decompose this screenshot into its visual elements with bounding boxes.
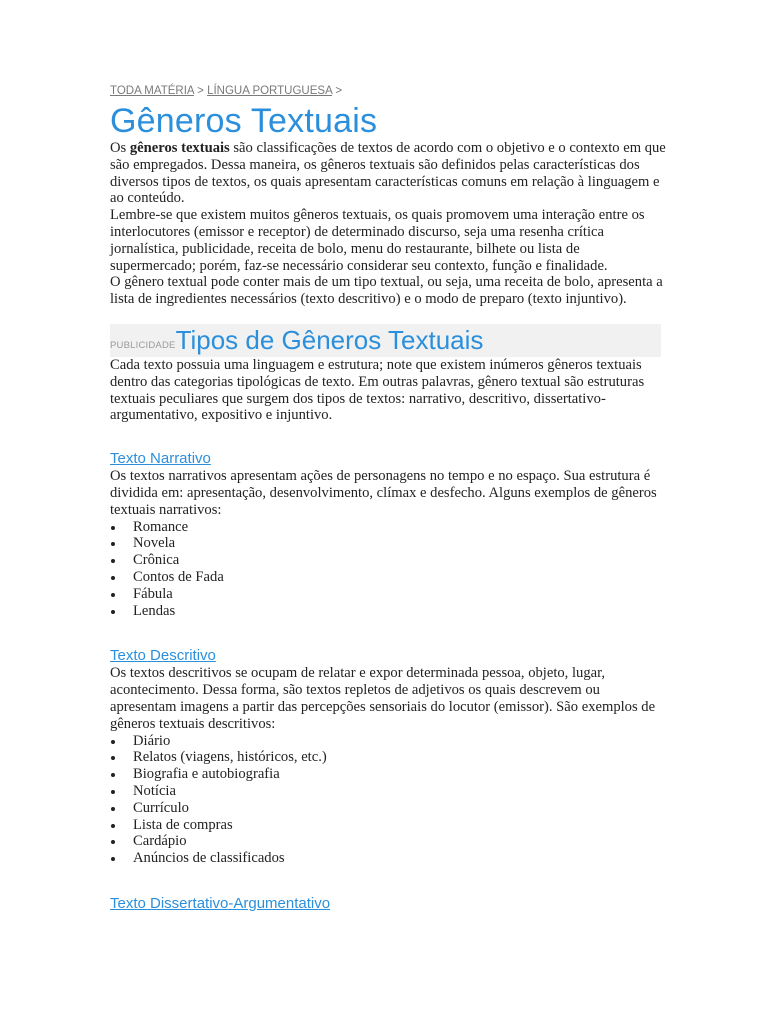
intro-paragraph-1 — [110, 140, 668, 207]
breadcrumb-separator: > — [197, 85, 204, 97]
intro-rest: são classificações de textos de acordo com o objetivo e o contexto em que são empregados. Dessa maneira, os gêneros textuais são definidos pelas características dos diversos tipos de textos, os quais apresentam características comuns em relação à linguagem e ao conteúdo. — [110, 140, 666, 207]
list-item: Fábula — [110, 586, 668, 603]
breadcrumb-separator: > — [335, 85, 343, 97]
breadcrumb — [110, 84, 668, 98]
list-item: Novela — [110, 535, 668, 552]
intro-paragraph-2: Lembre-se que existem muitos gêneros textuais, os quais promovem uma interação entre os interlocutores (emissor e receptor) de determinado discurso, seja uma resenha crítica jornalística, publicidade, receita de bolo, menu do restaurante, bilhete ou lista de supermercado; porém, faz-se necessário considerar seu contexto, função e finalidade. — [110, 207, 645, 274]
narrativo-paragraph: Os textos narrativos apresentam ações de personagens no tempo e no espaço. Sua estrutura é dividida em: apresentação, desenvolvimento, clímax e desfecho. Alguns exemplos de gêneros textuais narrativos: — [110, 468, 657, 518]
descritivo-list — [110, 733, 668, 867]
list-item: Anúncios de classificados — [110, 850, 668, 867]
descritivo-paragraph: Os textos descritivos se ocupam de relatar e expor determinada pessoa, objeto, lugar, acontecimento. Dessa forma, são textos repletos de adjetivos os quais descrevem ou apresentam imagens a partir das percepções sensoriais do locutor (emissor). São exemplos de gêneros textuais descritivos: — [110, 665, 656, 732]
advertisement-bar — [110, 324, 661, 357]
list-item: Relatos (viagens, históricos, etc.) — [110, 749, 668, 766]
list-item: Currículo — [110, 800, 668, 817]
ad-label: PUBLICIDADE — [110, 339, 176, 351]
list-item: Lendas — [110, 603, 668, 620]
list-item: Notícia — [110, 783, 668, 800]
intro-paragraph-3: O gênero textual pode conter mais de um tipo textual, ou seja, uma receita de bolo, apresenta a lista de ingredientes necessários (texto descritivo) e o modo de preparo (texto injuntivo). — [110, 274, 663, 308]
section-title: Tipos de Gêneros Textuais — [175, 324, 484, 355]
list-item: Biografia e autobiografia — [110, 766, 668, 783]
list-item: Lista de compras — [110, 817, 668, 834]
page-title: Gêneros Textuais — [110, 102, 378, 140]
list-item: Diário — [110, 733, 668, 750]
section-paragraph: Cada texto possuia uma linguagem e estrutura; note que existem inúmeros gêneros textuais dentro das categorias tipológicas de texto. Em outras palavras, gênero textual são estruturas textuais peculiares que surgem dos tipos de textos: narrativo, descritivo, dissertativo-argumentativo, expositivo e injuntivo. — [110, 356, 645, 424]
narrativo-heading[interactable]: Texto Narrativo — [110, 450, 211, 468]
dissertativo-heading[interactable]: Texto Dissertativo-Argumentativo — [110, 894, 331, 912]
intro-bold-term: gêneros textuais — [129, 140, 230, 156]
narrativo-list — [110, 519, 668, 620]
list-item: Romance — [110, 519, 668, 536]
breadcrumb-link-toda-materia[interactable]: TODA MATÉRIA — [110, 85, 194, 97]
descritivo-heading[interactable]: Texto Descritivo — [110, 647, 216, 665]
intro-prefix: Os — [110, 140, 130, 156]
list-item: Crônica — [110, 552, 668, 569]
list-item: Contos de Fada — [110, 569, 668, 586]
breadcrumb-link-lingua-portuguesa[interactable]: LÍNGUA PORTUGUESA — [207, 85, 333, 97]
list-item: Cardápio — [110, 833, 668, 850]
